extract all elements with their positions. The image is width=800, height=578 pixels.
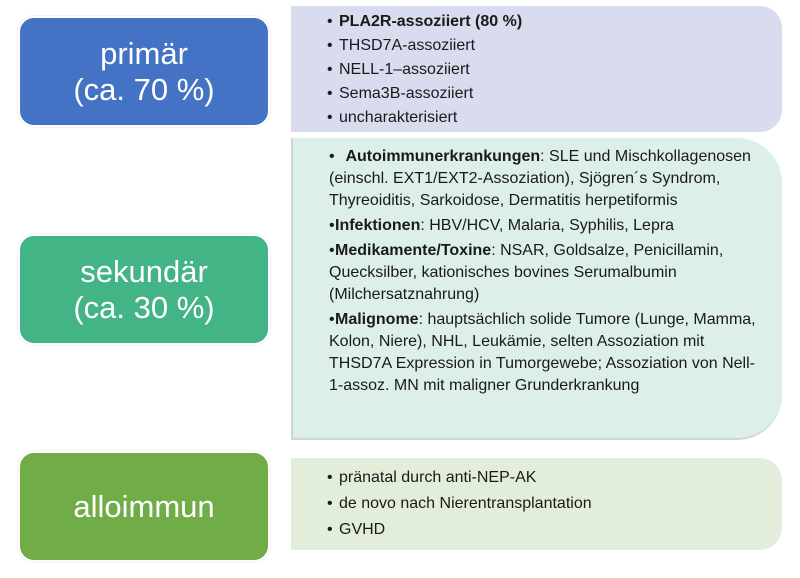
list-item: • NELL-1–assoziiert xyxy=(327,61,470,78)
list-item: • PLA2R-assoziiert (80 %) xyxy=(327,13,523,30)
category-label: primär xyxy=(100,35,188,71)
list-item: •Malignome: hauptsächlich solide Tumore (Lunge, Mamma, Kolon, Niere), NHL, Leukämie, selten Assoziation mit THSD7A Expression in Tumorgewebe; Assoziation von Nell-1-assoz. MN mit maligner Grunderkrankung xyxy=(329,311,756,394)
category-share: (ca. 30 %) xyxy=(73,289,215,325)
category-content-alloimmun xyxy=(291,458,782,550)
category-content-sekundaer xyxy=(291,138,782,440)
category-label: alloimmun xyxy=(73,488,215,524)
list-item: •Medikamente/Toxine: NSAR, Goldsalze, Penicillamin, Quecksilber, kationisches bovines Serumalbumin (Milchersatznahrung) xyxy=(329,242,724,303)
list-item: • uncharakterisiert xyxy=(327,109,458,126)
list-item: • Autoimmunerkrankungen: SLE und Mischkollagenosen (einschl. EXT1/EXT2-Assoziation), Sjögren´s Syndrom, Thyreoiditis, Sarkoidose, Dermatitis herpetiformis xyxy=(329,148,751,209)
category-label: sekundär xyxy=(80,253,208,289)
category-box-sekundaer xyxy=(18,234,270,345)
list-item: • de novo nach Nierentransplantation xyxy=(327,495,592,512)
category-share: (ca. 70 %) xyxy=(73,71,215,107)
category-box-primaer xyxy=(18,16,270,127)
list-item: • THSD7A-assoziiert xyxy=(327,37,476,54)
list-item: •Infektionen: HBV/HCV, Malaria, Syphilis, Lepra xyxy=(329,217,675,234)
list-item: • Sema3B-assoziiert xyxy=(327,85,474,102)
list-item: • pränatal durch anti-NEP-AK xyxy=(327,469,537,486)
list-item: • GVHD xyxy=(327,521,386,538)
category-content-primaer xyxy=(291,6,782,132)
category-box-alloimmun xyxy=(18,451,270,562)
